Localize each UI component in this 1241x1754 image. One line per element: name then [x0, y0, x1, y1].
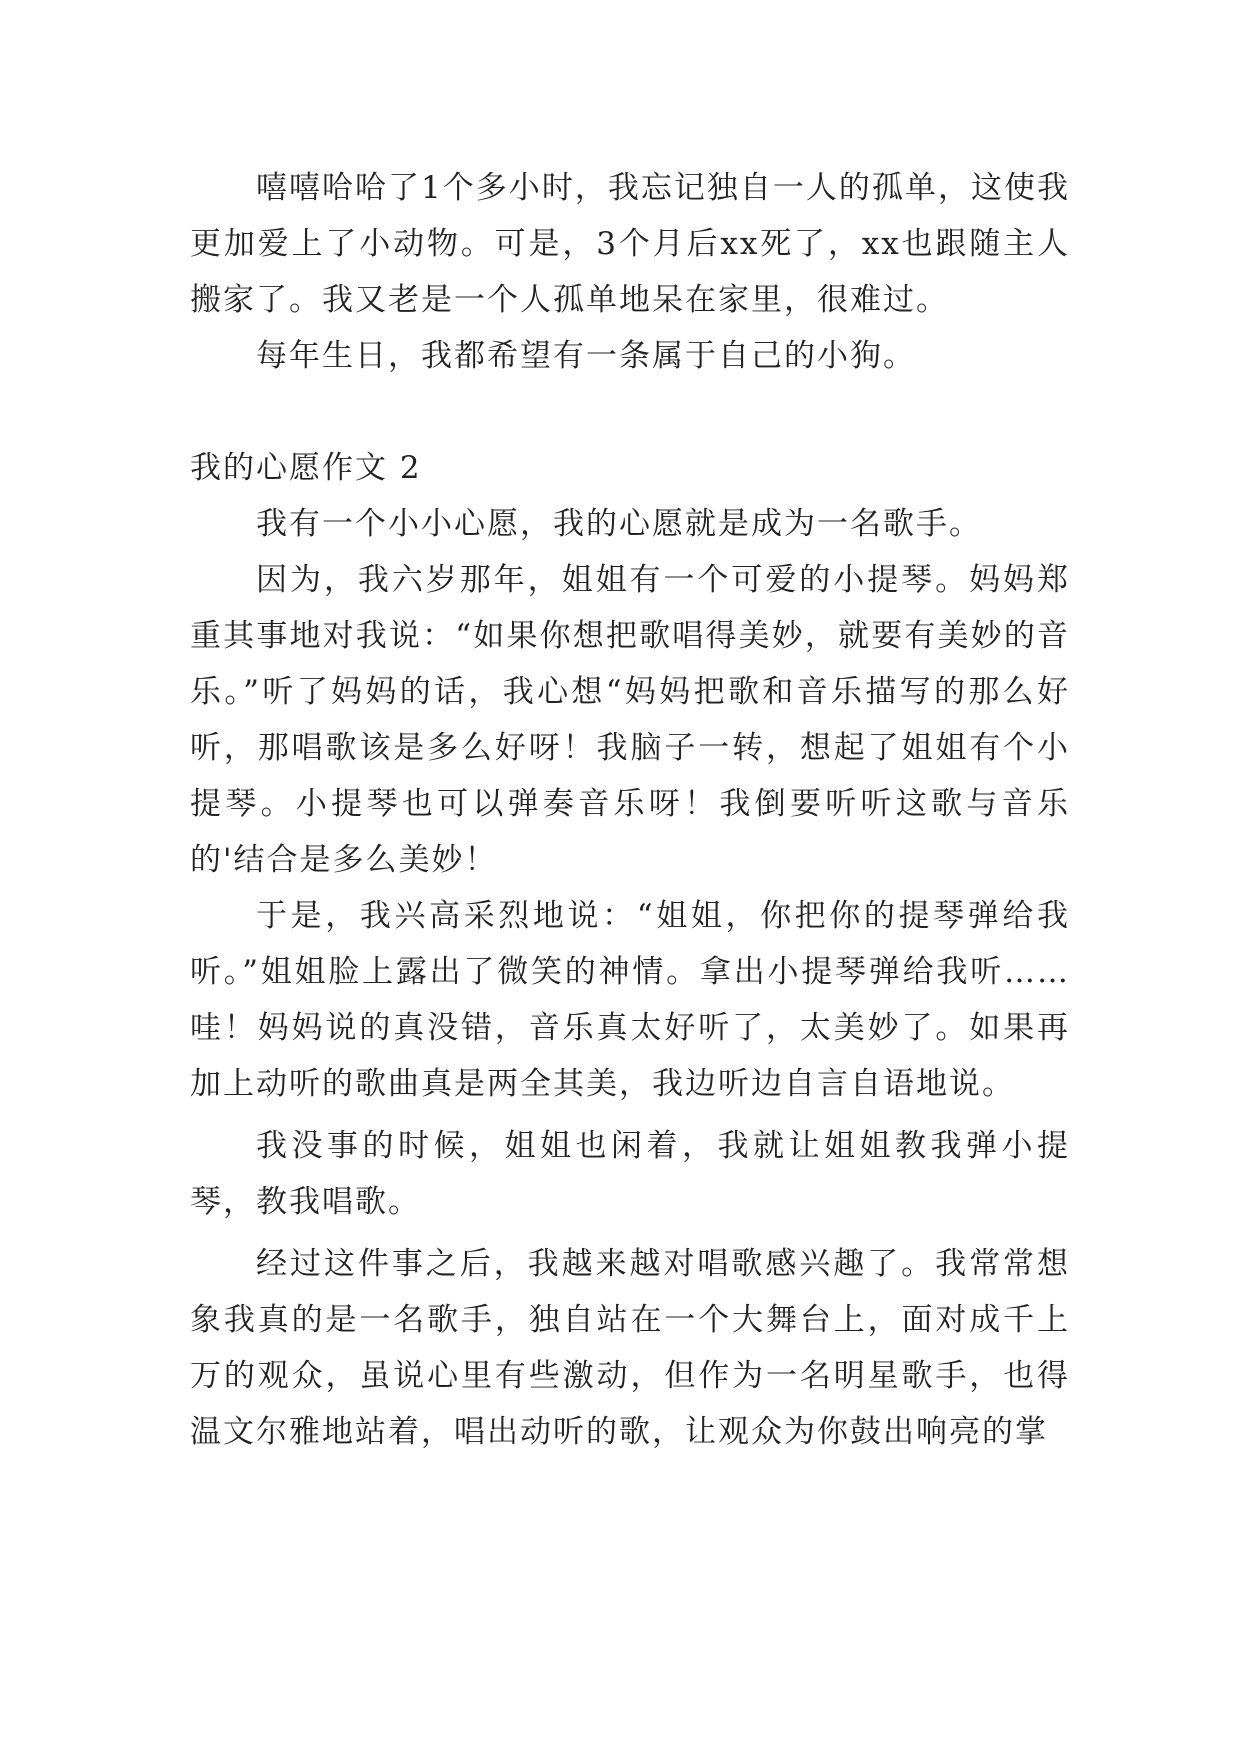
paragraph: 嘻嘻哈哈了1个多小时，我忘记独自一人的孤单，这使我更加爱上了小动物。可是，3个月后xx死了，xx也跟随主人搬家了。我又老是一个人孤单地呆在家里，很难过。	[190, 170, 1070, 318]
paragraph: 我没事的时候，姐姐也闲着，我就让姐姐教我弹小提琴，教我唱歌。	[190, 1128, 1070, 1220]
paragraph: 于是，我兴高采烈地说：“姐姐，你把你的提琴弹给我听。”姐姐脸上露出了微笑的神情。拿出小提琴弹给我听……哇！妈妈说的真没错，音乐真太好听了，太美妙了。如果再加上动听的歌曲真是两全其美，我边听边自言自语地说。	[190, 898, 1070, 1102]
document-body	[190, 160, 1070, 1460]
paragraph: 经过这件事之后，我越来越对唱歌感兴趣了。我常常想象我真的是一名歌手，独自站在一个大舞台上，面对成千上万的观众，虽说心里有些激动，但作为一名明星歌手，也得温文尔雅地站着，唱出动听的歌，让观众为你鼓出响亮的掌	[190, 1246, 1070, 1450]
paragraph: 我有一个小小心愿，我的心愿就是成为一名歌手。	[256, 506, 982, 542]
paragraph-gap	[190, 384, 1070, 440]
paragraph: 每年生日，我都希望有一条属于自己的小狗。	[256, 338, 916, 374]
paragraph: 因为，我六岁那年，姐姐有一个可爱的小提琴。妈妈郑重其事地对我说：“如果你想把歌唱得美妙，就要有美妙的音乐。”听了妈妈的话，我心想“妈妈把歌和音乐描写的那么好听，那唱歌该是多么好呀！我脑子一转，想起了姐姐有个小提琴。小提琴也可以弹奏音乐呀！我倒要听听这歌与音乐的'结合是多么美妙！	[190, 562, 1070, 878]
section-title: 我的心愿作文 2	[190, 450, 422, 486]
